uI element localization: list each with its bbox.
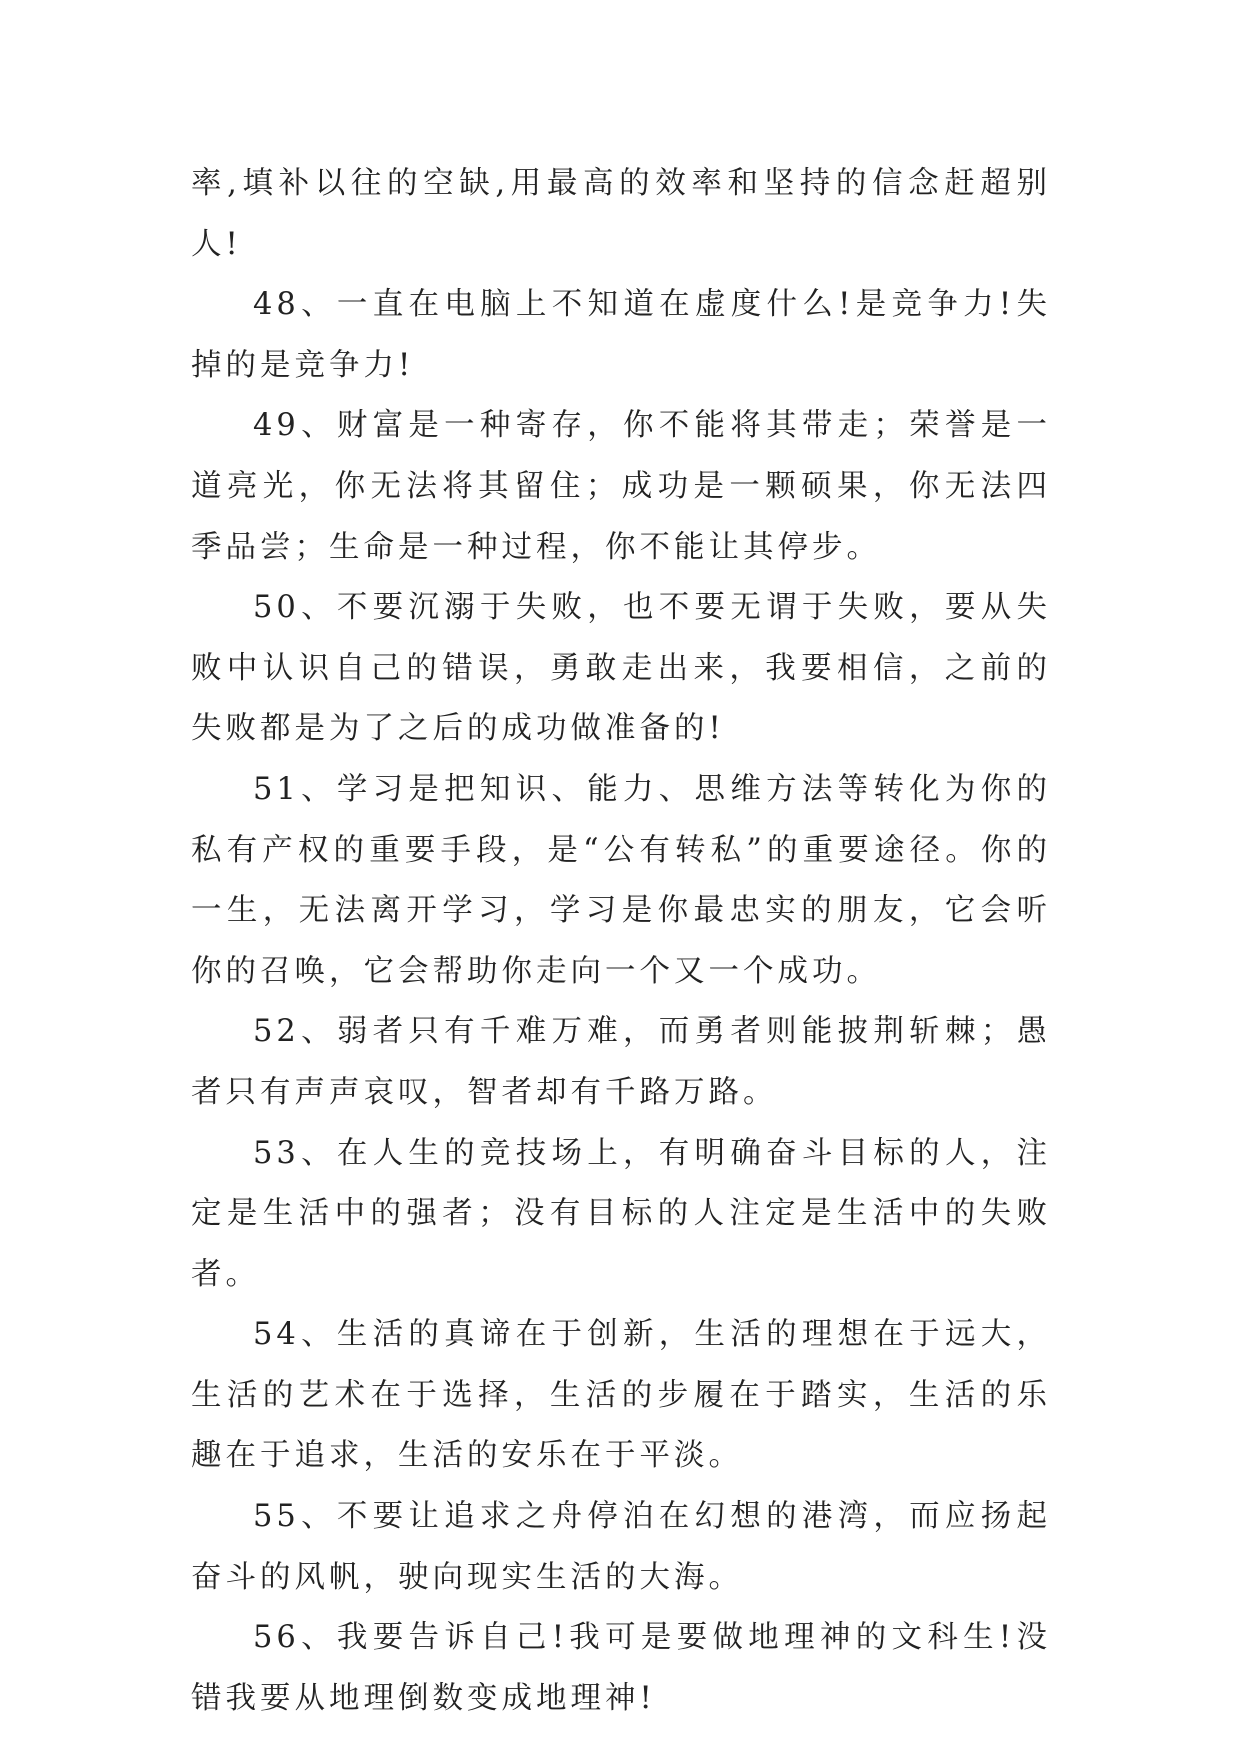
paragraph-53: 53、在人生的竞技场上，有明确奋斗目标的人，注定是生活中的强者；没有目标的人注定是生活中的失败者。 — [191, 1135, 1051, 1292]
paragraph-48: 48、一直在电脑上不知道在虚度什么!是竞争力!失掉的是竞争力! — [191, 287, 1051, 383]
paragraph-55: 55、不要让追求之舟停泊在幻想的港湾，而应扬起奋斗的风帆，驶向现实生活的大海。 — [191, 1499, 1051, 1595]
paragraph-continuation: 率,填补以往的空缺,用最高的效率和坚持的信念赶超别人! — [191, 166, 1051, 262]
paragraph-51: 51、学习是把知识、能力、思维方法等转化为你的私有产权的重要手段，是“公有转私”的重要途径。你的一生，无法离开学习，学习是你最忠实的朋友，它会听你的召唤，它会帮助你走向一个又一个成功。 — [191, 771, 1051, 989]
document-body — [191, 154, 1051, 1729]
paragraph-56: 56、我要告诉自己!我可是要做地理神的文科生!没错我要从地理倒数变成地理神! — [191, 1620, 1051, 1716]
paragraph-49: 49、财富是一种寄存，你不能将其带走；荣誉是一道亮光，你无法将其留住；成功是一颗硕果，你无法四季品尝；生命是一种过程，你不能让其停步。 — [191, 408, 1051, 565]
paragraph-52: 52、弱者只有千难万难，而勇者则能披荆斩棘；愚者只有声声哀叹，智者却有千路万路。 — [191, 1014, 1051, 1110]
paragraph-54: 54、生活的真谛在于创新，生活的理想在于远大，生活的艺术在于选择，生活的步履在于踏实，生活的乐趣在于追求，生活的安乐在于平淡。 — [191, 1317, 1051, 1474]
paragraph-50: 50、不要沉溺于失败，也不要无谓于失败，要从失败中认识自己的错误，勇敢走出来，我要相信，之前的失败都是为了之后的成功做准备的! — [191, 590, 1051, 747]
